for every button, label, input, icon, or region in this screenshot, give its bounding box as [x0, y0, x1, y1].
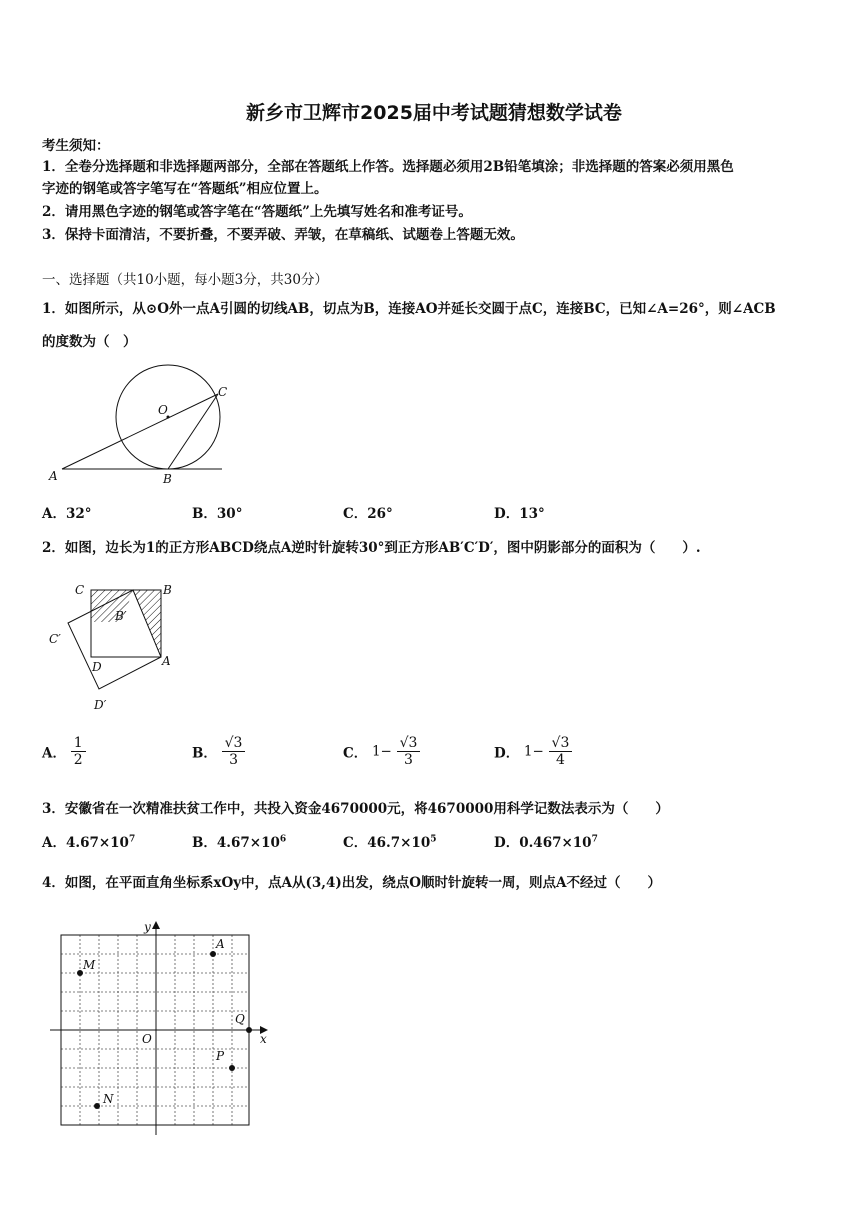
notice-line-1: 1．全卷分选择题和非选择题两部分，全部在答题纸上作答。选择题必须用2B铅笔填涂；非选择题的答案必须用黑色 — [42, 159, 734, 175]
notice-heading: 考生须知： — [42, 138, 110, 154]
q4-label-a: A — [216, 937, 225, 951]
q1-label-c: C — [218, 385, 228, 399]
exam-title: 新乡市卫辉市2025届中考试题猜想数学试卷 — [246, 102, 622, 124]
q1-option-a[interactable]: A．32° — [42, 506, 92, 522]
q2-label-bp: B′ — [115, 609, 127, 623]
q2-label-c: C — [75, 583, 85, 597]
q4-label-o: O — [142, 1032, 152, 1046]
q1-option-c[interactable]: C．26° — [343, 506, 393, 522]
q4-label-q: Q — [235, 1012, 245, 1026]
q2-label-dp: D′ — [94, 698, 107, 712]
q1-option-b[interactable]: B．30° — [192, 506, 243, 522]
q2-label-d: D — [92, 660, 102, 674]
section-heading: 一、选择题（共10小题，每小题3分，共30分） — [42, 272, 328, 288]
q4-label-x: x — [260, 1032, 267, 1046]
q4-point-q — [246, 1027, 252, 1033]
q1-line-bc — [168, 394, 218, 469]
q2-shaded-left — [91, 590, 133, 622]
q1-figure — [42, 358, 242, 488]
q2-option-b[interactable]: B． $\frac{√3}{3}$ — [192, 735, 245, 768]
q2-label-a: A — [162, 654, 171, 668]
notice-line-4: 3．保持卡面清洁，不要折叠，不要弄破、弄皱，在草稿纸、试题卷上答题无效。 — [42, 227, 524, 243]
q4-label-m: M — [83, 958, 96, 972]
q4-figure — [50, 915, 280, 1140]
q3-option-d[interactable]: D．$0.467\times 10^7$ — [494, 834, 598, 851]
q1-label-b: B — [163, 472, 172, 486]
q4-point-n — [94, 1103, 100, 1109]
q1-option-d[interactable]: D．13° — [494, 506, 545, 522]
q4-label-y: y — [144, 920, 151, 934]
q2-figure — [42, 575, 192, 720]
q3-option-c[interactable]: C．$46.7\times 10^5$ — [343, 834, 437, 851]
q2-label-cp: C′ — [49, 632, 61, 646]
q1-stem-2: 的度数为（ ） — [42, 334, 137, 350]
q1-stem: 1．如图所示，从⊙O外一点A引圆的切线AB，切点为B，连接AO并延长交圆于点C，连接BC，已知∠A=26°，则∠ACB — [42, 301, 776, 317]
q3-option-a[interactable]: A．$4.67\times 10^7$ — [42, 834, 136, 851]
q4-label-p: P — [216, 1049, 225, 1063]
q4-label-n: N — [103, 1092, 114, 1106]
notice-line-3: 2．请用黑色字迹的钢笔或答字笔在“答题纸”上先填写姓名和准考证号。 — [42, 204, 472, 220]
q1-label-o: O — [158, 403, 168, 417]
q2-option-c[interactable]: C． 1− $\frac{√3}{3}$ — [343, 735, 420, 768]
q2-option-a[interactable]: A． $\frac{1}{2}$ — [42, 735, 86, 768]
q2-label-b: B — [163, 583, 172, 597]
q1-label-a: A — [49, 469, 58, 483]
q4-y-arrow — [152, 921, 160, 929]
q3-stem: 3．安徽省在一次精准扶贫工作中，共投入资金4670000元，将4670000用科学记数法表示为（ ） — [42, 801, 669, 817]
q2-stem: 2．如图，边长为1的正方形ABCD绕点A逆时针旋转30°到正方形AB′C′D′，图中阴影部分的面积为（ ）. — [42, 540, 701, 556]
notice-line-2: 字迹的钢笔或答字笔写在“答题纸”相应位置上。 — [42, 181, 328, 197]
q2-option-d[interactable]: D． 1− $\frac{√3}{4}$ — [494, 735, 572, 768]
q1-line-ac — [62, 394, 218, 469]
q4-stem: 4．如图，在平面直角坐标系xOy中，点A从(3,4)出发，绕点O顺时针旋转一周，则点A不经过（ ） — [42, 875, 662, 891]
q4-point-p — [229, 1065, 235, 1071]
q4-point-a — [210, 951, 216, 957]
q3-option-b[interactable]: B．$4.67\times 10^6$ — [192, 834, 287, 851]
